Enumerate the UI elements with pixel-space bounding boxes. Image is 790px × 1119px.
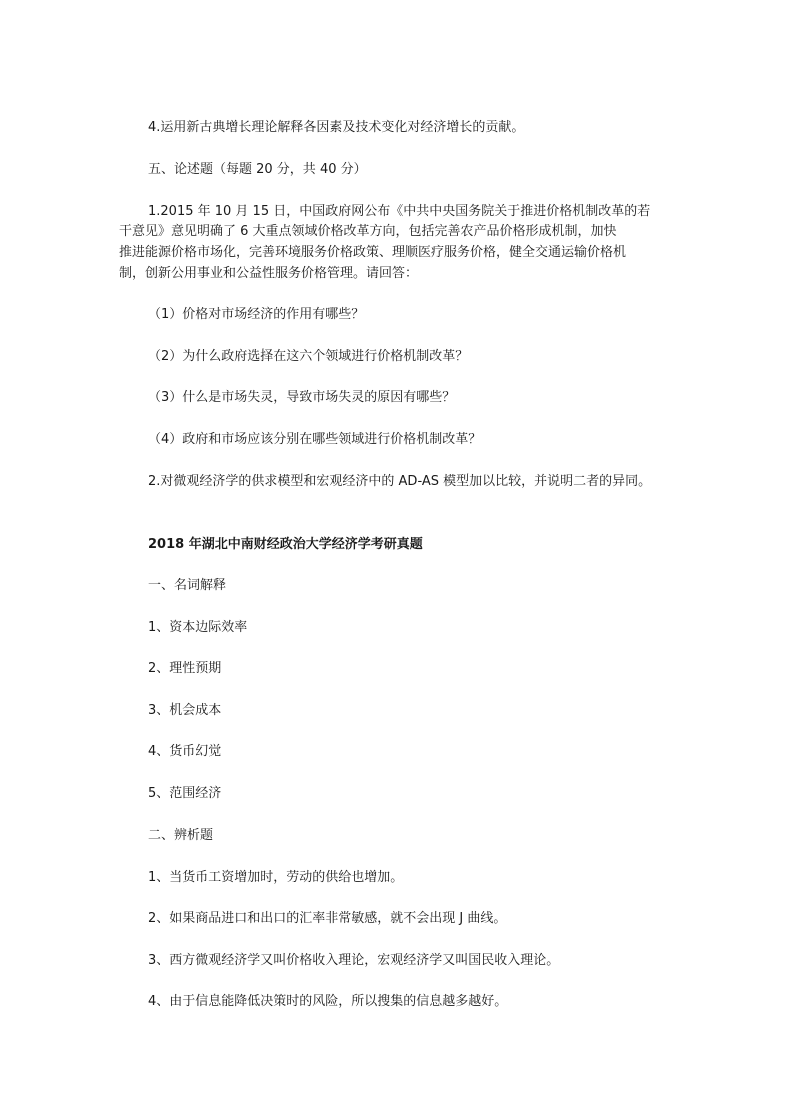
term-item: 5、范围经济 bbox=[148, 786, 222, 801]
essay-1-sub-2: （2）为什么政府选择在这六个领域进行价格机制改革？ bbox=[148, 349, 469, 364]
discern-item: 1、当货币工资增加时，劳动的供给也增加。 bbox=[148, 870, 404, 885]
section-2-title: 二、辨析题 bbox=[148, 828, 214, 843]
term-item: 2、理性预期 bbox=[148, 661, 222, 676]
essay-1-sub-1: （1）价格对市场经济的作用有哪些？ bbox=[148, 307, 365, 322]
term-item: 1、资本边际效率 bbox=[148, 620, 248, 635]
essay-1-line-1: 1.2015 年 10 月 15 日，中国政府网公布《中共中央国务院关于推进价格机制改革的若 bbox=[148, 204, 651, 219]
essay-1-line-2: 干意见》意见明确了 6 大重点领域价格改革方向，包括完善农产品价格形成机制，加快 bbox=[119, 224, 617, 239]
question-4-growth: 4.运用新古典增长理论解释各因素及技术变化对经济增长的贡献。 bbox=[148, 120, 525, 135]
essay-2: 2.对微观经济学的供求模型和宏观经济中的 AD-AS 模型加以比较，并说明二者的异同。 bbox=[148, 474, 652, 489]
essay-1-sub-3: （3）什么是市场失灵，导致市场失灵的原因有哪些？ bbox=[148, 390, 456, 405]
term-item: 3、机会成本 bbox=[148, 703, 222, 718]
essay-1-line-4: 制，创新公用事业和公益性服务价格管理。请回答： bbox=[119, 266, 419, 281]
term-item: 4、货币幻觉 bbox=[148, 744, 222, 759]
section-1-title: 一、名词解释 bbox=[148, 578, 227, 593]
essay-1-sub-4: （4）政府和市场应该分别在哪些领域进行价格机制改革？ bbox=[148, 432, 482, 447]
discern-item: 2、如果商品进口和出口的汇率非常敏感，就不会出现 J 曲线。 bbox=[148, 911, 507, 926]
essay-1-line-3: 推进能源价格市场化，完善环境服务价格政策、理顺医疗服务价格，健全交通运输价格机 bbox=[119, 245, 627, 260]
discern-item: 4、由于信息能降低决策时的风险，所以搜集的信息越多越好。 bbox=[148, 994, 508, 1009]
discern-item: 3、西方微观经济学又叫价格收入理论，宏观经济学又叫国民收入理论。 bbox=[148, 953, 560, 968]
section-5-title: 五、论述题（每题 20 分，共 40 分） bbox=[148, 162, 367, 177]
exam-title: 2018 年湖北中南财经政治大学经济学考研真题 bbox=[148, 537, 423, 552]
